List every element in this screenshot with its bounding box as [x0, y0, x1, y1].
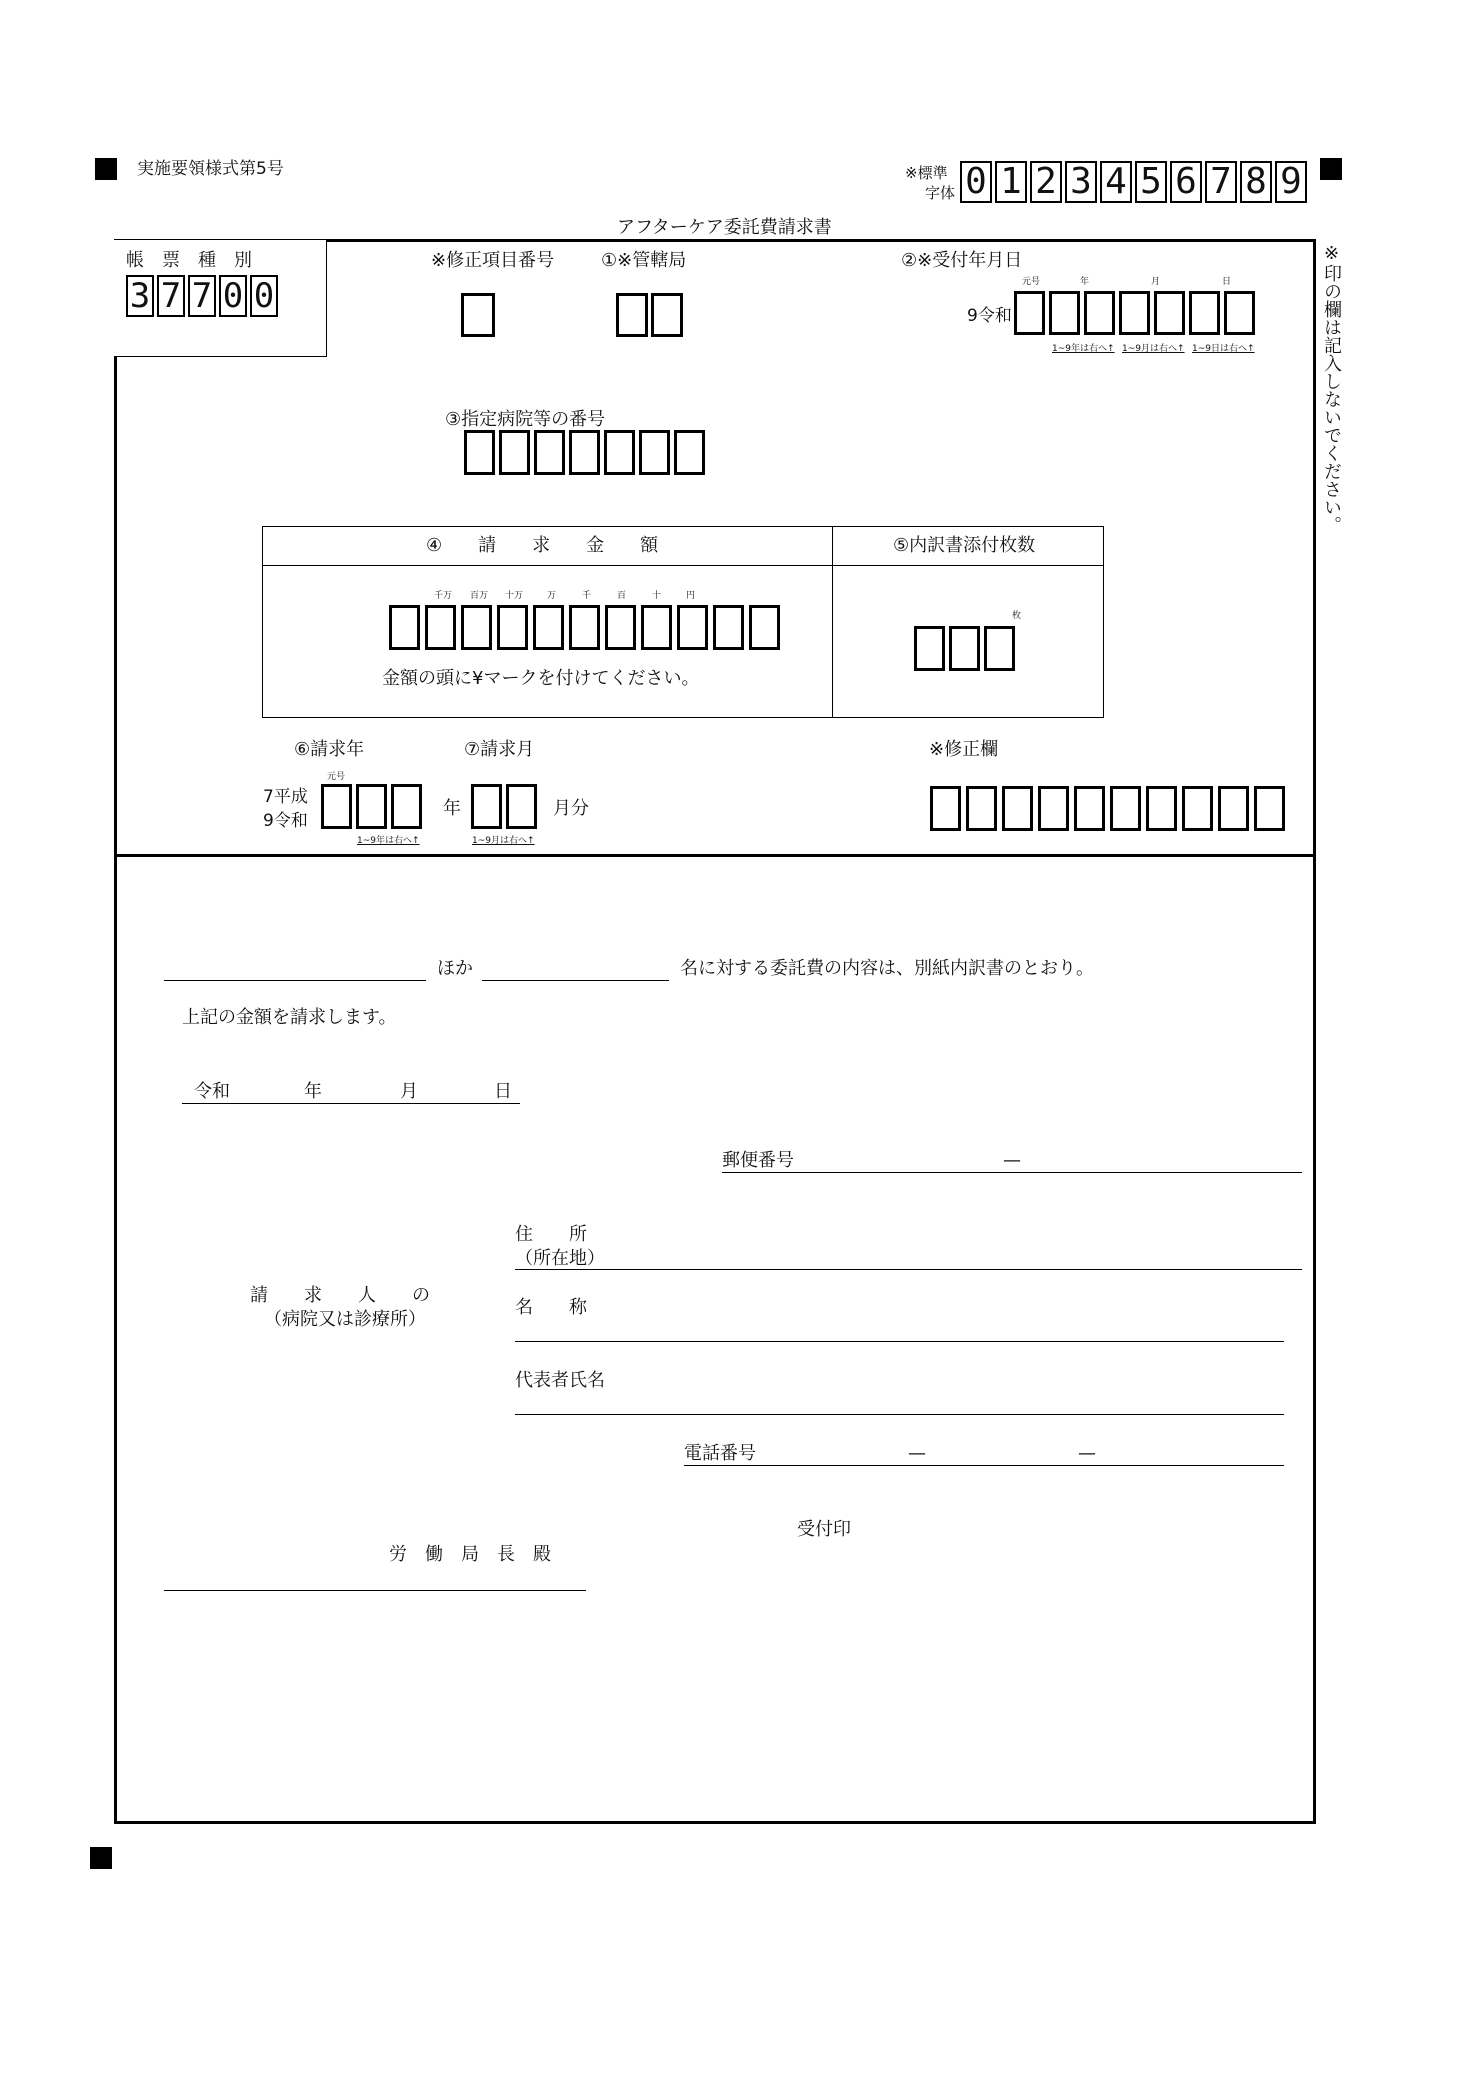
input-cell[interactable]	[641, 605, 672, 650]
input-cell[interactable]	[1224, 291, 1255, 335]
form-type-digit: 7	[157, 275, 185, 317]
postal-dash: —	[1003, 1150, 1021, 1171]
input-cell[interactable]	[569, 605, 600, 650]
receipt-stamp-label: 受付印	[797, 1519, 851, 1540]
address-sub-label: （所在地）	[515, 1248, 605, 1269]
name-label: 名 称	[515, 1297, 587, 1318]
input-cell[interactable]	[639, 430, 670, 475]
input-cell[interactable]	[1002, 786, 1033, 831]
representative-line[interactable]	[515, 1414, 1284, 1415]
side-note: ※印の欄は記入しないでください。	[1321, 243, 1342, 534]
correction-item-cells	[461, 293, 495, 337]
standard-font-label-2: 字体	[925, 184, 956, 202]
amount-unit: 十万	[505, 591, 524, 601]
input-cell[interactable]	[1182, 786, 1213, 831]
input-cell[interactable]	[321, 784, 352, 829]
input-cell[interactable]	[1049, 291, 1080, 335]
phone-dash: —	[908, 1443, 926, 1464]
input-cell[interactable]	[534, 430, 565, 475]
arrow-up-icon: ↑	[1177, 344, 1185, 354]
claimant-label: 請 求 人 の	[250, 1285, 430, 1306]
amount-cells	[389, 605, 780, 650]
postal-code-line[interactable]	[722, 1172, 1302, 1173]
patient-count-line[interactable]	[482, 980, 669, 981]
input-cell[interactable]	[1218, 786, 1249, 831]
arrow-up-icon: ↑	[527, 836, 535, 846]
amount-table-header-line	[262, 565, 1104, 566]
standard-digit: 2	[1030, 161, 1062, 203]
billing-month-label: ⑦請求月	[464, 739, 535, 760]
note-month: 1~9月は右へ↑	[1122, 344, 1185, 354]
input-cell[interactable]	[461, 293, 495, 337]
standard-digit: 4	[1100, 161, 1132, 203]
amount-note: 金額の頭に¥マークを付けてください。	[382, 668, 700, 689]
arrow-up-icon: ↑	[1247, 344, 1255, 354]
attach-count-header: ⑤内訳書添付枚数	[893, 535, 1036, 556]
sheets-unit: 枚	[1012, 611, 1022, 621]
date-day: 日	[494, 1081, 512, 1102]
era-small-label: 元号	[1022, 277, 1041, 287]
correction-column-label: ※修正欄	[929, 739, 999, 760]
input-cell[interactable]	[1119, 291, 1150, 335]
form-type-digit: 3	[126, 275, 154, 317]
input-cell[interactable]	[1254, 786, 1285, 831]
input-cell[interactable]	[506, 784, 537, 829]
standard-font-label: ※標準	[905, 164, 948, 182]
form-type-digit: 0	[219, 275, 247, 317]
addressee-line[interactable]	[164, 1590, 586, 1591]
amount-unit: 円	[686, 591, 696, 601]
input-cell[interactable]	[1084, 291, 1115, 335]
billing-year-cells	[321, 784, 422, 829]
receipt-date-cells	[1014, 291, 1255, 335]
name-line[interactable]	[515, 1341, 1284, 1342]
amount-unit: 百	[617, 591, 627, 601]
arrow-up-icon: ↑	[412, 836, 420, 846]
input-cell[interactable]	[499, 430, 530, 475]
month-small-label: 月	[1151, 277, 1161, 287]
input-cell[interactable]	[605, 605, 636, 650]
standard-digit: 5	[1135, 161, 1167, 203]
amount-unit: 万	[547, 591, 557, 601]
request-sentence: 上記の金額を請求します。	[182, 1007, 397, 1028]
form-type-label: 帳 票 種 別	[126, 250, 252, 271]
standard-digit: 1	[995, 161, 1027, 203]
input-cell[interactable]	[356, 784, 387, 829]
input-cell[interactable]	[651, 293, 683, 337]
input-cell[interactable]	[1110, 786, 1141, 831]
claimant-sub-label: （病院又は診療所）	[264, 1309, 426, 1330]
era-heisei-label: 7平成	[263, 787, 308, 807]
note-year: 1~9年は右へ↑	[357, 836, 420, 846]
correction-item-label: ※修正項目番号	[431, 250, 555, 271]
input-cell[interactable]	[749, 605, 780, 650]
registration-mark-bottom-left	[90, 1847, 112, 1869]
phone-label: 電話番号	[684, 1443, 756, 1464]
receipt-stamp-area	[785, 1545, 1266, 1783]
input-cell[interactable]	[1189, 291, 1220, 335]
patient-name-line[interactable]	[164, 980, 426, 981]
date-year: 年	[304, 1081, 322, 1102]
note-month: 1~9月は右へ↑	[472, 836, 535, 846]
amount-unit: 千	[582, 591, 592, 601]
input-cell[interactable]	[1146, 786, 1177, 831]
era-small-label: 元号	[327, 772, 346, 782]
hospital-no-label: ③指定病院等の番号	[445, 409, 606, 430]
amount-unit: 十	[652, 591, 662, 601]
input-cell[interactable]	[1074, 786, 1105, 831]
input-cell[interactable]	[1014, 291, 1045, 335]
input-cell[interactable]	[966, 786, 997, 831]
year-small-label: 年	[1080, 277, 1090, 287]
date-line[interactable]	[182, 1103, 520, 1104]
amount-header: ④ 請 求 金 額	[426, 535, 659, 556]
standard-digit: 8	[1240, 161, 1272, 203]
standard-digit: 9	[1275, 161, 1307, 203]
correction-column-cells	[930, 786, 1285, 831]
input-cell[interactable]	[604, 430, 635, 475]
era-reiwa-label: 9令和	[263, 811, 308, 831]
attach-count-cells	[914, 626, 1015, 671]
standard-digit: 3	[1065, 161, 1097, 203]
representative-label: 代表者氏名	[515, 1370, 605, 1391]
phone-dash: —	[1078, 1443, 1096, 1464]
form-id: 実施要領様式第5号	[137, 159, 284, 179]
billing-month-cells	[471, 784, 537, 829]
address-label: 住 所	[515, 1224, 587, 1245]
bureau-cells	[616, 293, 683, 337]
input-cell[interactable]	[1154, 291, 1185, 335]
page-title: アフターケア委託費請求書	[617, 217, 832, 238]
input-cell[interactable]	[713, 605, 744, 650]
input-cell[interactable]	[391, 784, 422, 829]
input-cell[interactable]	[425, 605, 456, 650]
registration-mark-top-left	[95, 158, 117, 180]
input-cell[interactable]	[930, 786, 961, 831]
section-divider	[114, 854, 1316, 857]
postal-code-label: 郵便番号	[722, 1150, 794, 1171]
year-label: 年	[443, 798, 461, 819]
standard-digit: 7	[1205, 161, 1237, 203]
input-cell[interactable]	[533, 605, 564, 650]
day-small-label: 日	[1222, 277, 1232, 287]
form-type-digits	[126, 275, 278, 317]
note-year: 1~9年は右へ↑	[1052, 344, 1115, 354]
form-type-digit: 7	[188, 275, 216, 317]
standard-digit: 0	[960, 161, 992, 203]
era-reiwa-label: 9令和	[967, 306, 1012, 326]
phone-line[interactable]	[684, 1465, 1284, 1466]
input-cell[interactable]	[674, 430, 705, 475]
arrow-up-icon: ↑	[1107, 344, 1115, 354]
other-label: ほか	[437, 958, 473, 979]
address-line[interactable]	[515, 1269, 1302, 1270]
input-cell[interactable]	[569, 430, 600, 475]
input-cell[interactable]	[616, 293, 648, 337]
standard-digit-row	[960, 161, 1307, 203]
amount-table-divider	[832, 526, 833, 718]
input-cell[interactable]	[497, 605, 528, 650]
billing-year-label: ⑥請求年	[294, 739, 365, 760]
input-cell[interactable]	[464, 430, 495, 475]
month-label: 月分	[553, 798, 589, 819]
input-cell[interactable]	[461, 605, 492, 650]
content-sentence: 名に対する委託費の内容は、別紙内訳書のとおり。	[680, 958, 1094, 979]
input-cell[interactable]	[389, 605, 420, 650]
input-cell[interactable]	[1038, 786, 1069, 831]
registration-mark-top-right	[1320, 158, 1342, 180]
form-type-digit: 0	[250, 275, 278, 317]
input-cell[interactable]	[984, 626, 1015, 671]
input-cell[interactable]	[914, 626, 945, 671]
input-cell[interactable]	[949, 626, 980, 671]
addressee-label: 労 働 局 長 殿	[389, 1544, 551, 1565]
hospital-no-cells	[464, 430, 705, 475]
amount-unit: 千万	[434, 591, 453, 601]
bureau-label: ①※管轄局	[601, 250, 687, 271]
standard-digit: 6	[1170, 161, 1202, 203]
date-month: 月	[400, 1081, 418, 1102]
note-day: 1~9日は右へ↑	[1192, 344, 1255, 354]
amount-unit: 百万	[470, 591, 489, 601]
input-cell[interactable]	[471, 784, 502, 829]
input-cell[interactable]	[677, 605, 708, 650]
date-reiwa: 令和	[194, 1081, 230, 1102]
receipt-date-label: ②※受付年月日	[901, 250, 1023, 271]
